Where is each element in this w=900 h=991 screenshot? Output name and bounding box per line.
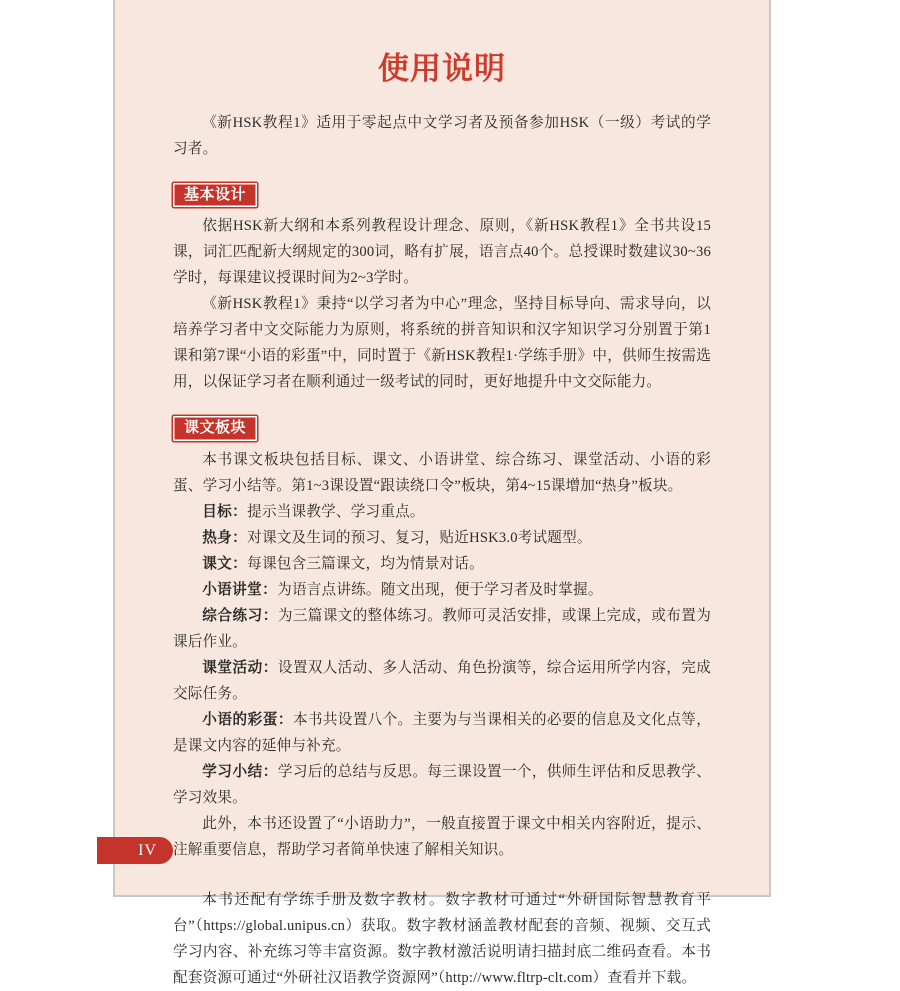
section-basic-design-paragraph-1: 依据HSK新大纲和本系列教程设计理念、原则，《新HSK教程1》全书共设15课，词汇匹配新大纲规定的300词，略有扩展，语言点40个。总授课时数建议30~36学时，每课建议授课时间为2~3学时。 xyxy=(173,218,711,287)
definition-description: 为语言点讲练。随文出现，便于学习者及时掌握。 xyxy=(277,581,603,598)
page-number-tab xyxy=(97,837,173,864)
definition-term: 小语的彩蛋： xyxy=(202,711,293,728)
definition-term: 课文： xyxy=(202,555,248,572)
definition-item xyxy=(173,551,711,577)
definition-description: 本书共设置八个。主要为与当课相关的必要的信息及文化点等，是课文内容的延伸与补充。 xyxy=(173,711,711,754)
definition-description: 每课包含三篇课文，均为情景对话。 xyxy=(247,555,484,572)
definition-item xyxy=(173,759,711,811)
page-sheet xyxy=(113,0,771,986)
definition-term: 目标： xyxy=(202,503,248,520)
section-text-module-closing-paragraph: 此外，本书还设置了“小语助力”，一般直接置于课文中相关内容附近，提示、注解重要信息，帮助学习者简单快速了解相关知识。 xyxy=(173,815,711,858)
definition-description: 为三篇课文的整体练习。教师可灵活安排，或课上完成，或布置为课后作业。 xyxy=(173,607,711,650)
page-content-area xyxy=(115,0,769,986)
section-text-module-paragraph-1: 本书课文板块包括目标、课文、小语讲堂、综合练习、课堂活动、小语的彩蛋、学习小结等。第1~3课设置“跟读绕口令”板块，第4~15课增加“热身”板块。 xyxy=(173,451,711,494)
definition-term: 综合练习： xyxy=(202,607,278,624)
definition-description: 提示当课教学、学习重点。 xyxy=(247,503,425,520)
definition-description: 设置双人活动、多人活动、角色扮演等，综合运用所学内容，完成交际任务。 xyxy=(173,659,711,702)
section-badge-basic-design: 基本设计 xyxy=(173,183,257,207)
page-number-label: IV xyxy=(138,841,157,859)
definition-item xyxy=(173,603,711,655)
definition-description: 对课文及生词的预习、复习，贴近HSK3.0考试题型。 xyxy=(247,529,592,546)
definition-item xyxy=(173,655,711,707)
definition-item xyxy=(173,525,711,551)
definition-description: 学习后的总结与反思。每三课设置一个，供师生评估和反思教学、学习效果。 xyxy=(173,763,711,806)
intro-paragraph: 《新HSK教程1》适用于零起点中文学习者及预备参加HSK（一级）考试的学习者。 xyxy=(173,115,711,158)
section-basic-design-paragraph-2: 《新HSK教程1》秉持“以学习者为中心”理念，坚持目标导向、需求导向，以培养学习者中文交际能力为原则，将系统的拼音知识和汉字知识学习分别置于第1课和第7课“小语的彩蛋”中，同时置于《新HSK教程1·学练手册》中，供师生按需选用，以保证学习者在顺利通过一级考试的同时，更好地提升中文交际能力。 xyxy=(173,296,711,391)
section-text-module-badge-row xyxy=(173,395,711,446)
definition-item xyxy=(173,577,711,603)
text-module-definition-list xyxy=(173,499,711,811)
definition-term: 热身： xyxy=(202,529,248,546)
section-badge-text-module: 课文板块 xyxy=(173,416,257,440)
page-title: 使用说明 xyxy=(378,51,506,87)
definition-term: 小语讲堂： xyxy=(202,581,278,598)
definition-item xyxy=(173,707,711,759)
definition-item xyxy=(173,499,711,525)
resources-paragraph: 本书还配有学练手册及数字教材。数字教材可通过“外研国际智慧教育平台”（https://global.unipus.cn）获取。数字教材涵盖教材配套的音频、视频、交互式学习内容、补充练习等丰富资源。数字教材激活说明请扫描封底二维码查看。本书配套资源可通过“外研社汉语教学资源网”（http://www.fltrp-clt.com）查看并下载。 xyxy=(173,891,711,986)
definition-term: 学习小结： xyxy=(202,763,278,780)
section-basic-design-badge-row xyxy=(173,162,711,213)
definition-term: 课堂活动： xyxy=(202,659,278,676)
